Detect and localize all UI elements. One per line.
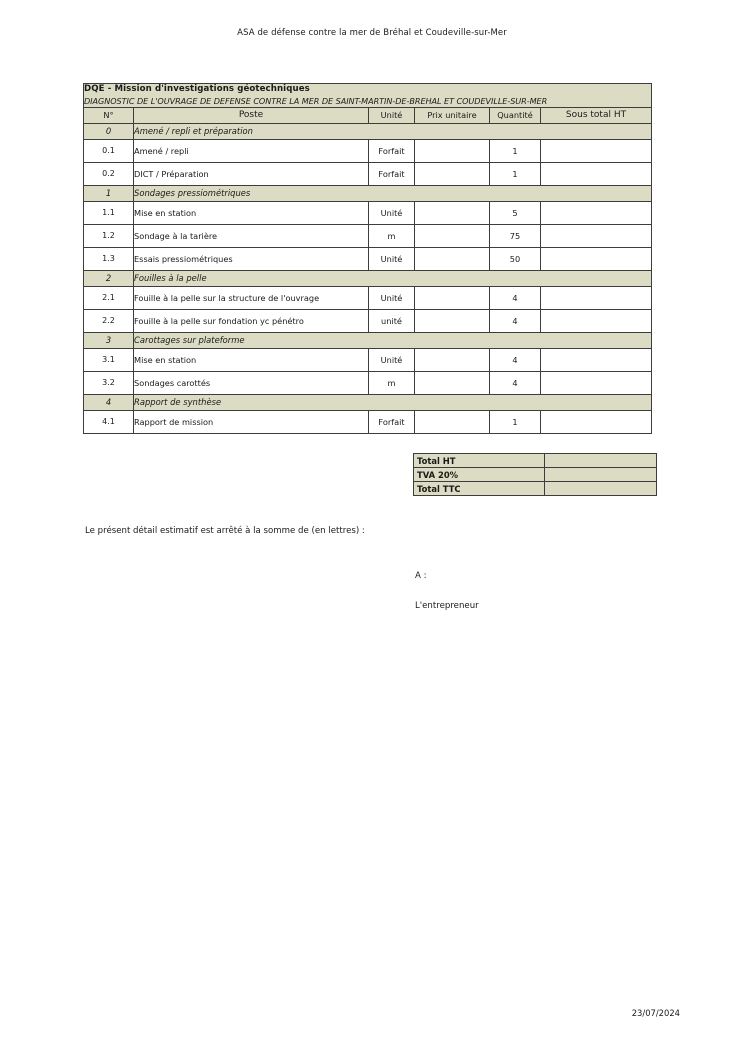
item-subtotal[interactable]	[541, 139, 652, 162]
table-row	[84, 224, 652, 247]
column-header-prix-unitaire: Prix unitaire	[415, 107, 490, 123]
item-label: Essais pressiométriques	[134, 247, 369, 270]
table-row	[84, 139, 652, 162]
estimate-table-body	[84, 84, 652, 434]
item-subtotal[interactable]	[541, 247, 652, 270]
item-number: 0.1	[84, 139, 134, 162]
item-label: Sondage à la tarière	[134, 224, 369, 247]
table-row	[84, 348, 652, 371]
section-label: Rapport de synthèse	[134, 394, 652, 410]
item-quantity: 1	[490, 139, 541, 162]
item-unit: Unité	[369, 201, 415, 224]
table-title: DQE - Mission d'investigations géotechniques	[84, 84, 310, 94]
item-unit: unité	[369, 309, 415, 332]
item-quantity: 4	[490, 371, 541, 394]
item-unit-price[interactable]	[415, 139, 490, 162]
section-label: Amené / repli et préparation	[134, 123, 652, 139]
item-label: Amené / repli	[134, 139, 369, 162]
item-label: DICT / Préparation	[134, 162, 369, 185]
column-header-num: N°	[84, 107, 134, 123]
item-label: Fouille à la pelle sur la structure de l'ouvrage	[134, 286, 369, 309]
column-header-poste: Poste	[134, 107, 369, 123]
section-row	[84, 185, 652, 201]
item-number: 1.2	[84, 224, 134, 247]
totals-row-total-ttc	[414, 482, 657, 496]
item-quantity: 4	[490, 309, 541, 332]
table-title-cell	[84, 84, 652, 108]
estimate-table	[83, 83, 652, 434]
item-number: 2.1	[84, 286, 134, 309]
totals-table	[413, 453, 657, 496]
section-label: Sondages pressiométriques	[134, 185, 652, 201]
item-label: Mise en station	[134, 348, 369, 371]
item-quantity: 4	[490, 286, 541, 309]
item-unit: Unité	[369, 247, 415, 270]
table-row	[84, 309, 652, 332]
item-subtotal[interactable]	[541, 410, 652, 433]
item-subtotal[interactable]	[541, 348, 652, 371]
item-unit: Forfait	[369, 410, 415, 433]
item-number: 2.2	[84, 309, 134, 332]
item-unit-price[interactable]	[415, 410, 490, 433]
place-label: A :	[415, 571, 427, 581]
table-row	[84, 247, 652, 270]
item-subtotal[interactable]	[541, 201, 652, 224]
item-label: Sondages carottés	[134, 371, 369, 394]
item-unit-price[interactable]	[415, 348, 490, 371]
item-unit-price[interactable]	[415, 371, 490, 394]
table-title-row	[84, 84, 652, 108]
column-header-unite: Unité	[369, 107, 415, 123]
item-number: 4.1	[84, 410, 134, 433]
item-quantity: 1	[490, 410, 541, 433]
section-row	[84, 123, 652, 139]
table-row	[84, 371, 652, 394]
section-number: 2	[84, 270, 134, 286]
item-unit-price[interactable]	[415, 224, 490, 247]
table-row	[84, 286, 652, 309]
section-number: 1	[84, 185, 134, 201]
total-ttc-value[interactable]	[545, 482, 657, 496]
item-unit: Unité	[369, 286, 415, 309]
section-number: 0	[84, 123, 134, 139]
item-unit: Forfait	[369, 162, 415, 185]
totals-table-body	[414, 454, 657, 496]
page-header-title: ASA de défense contre la mer de Bréhal et Coudeville-sur-Mer	[237, 28, 507, 38]
item-unit-price[interactable]	[415, 286, 490, 309]
table-row	[84, 162, 652, 185]
item-number: 3.1	[84, 348, 134, 371]
table-row	[84, 201, 652, 224]
item-subtotal[interactable]	[541, 162, 652, 185]
item-quantity: 4	[490, 348, 541, 371]
item-number: 1.3	[84, 247, 134, 270]
item-quantity: 75	[490, 224, 541, 247]
tva-value[interactable]	[545, 468, 657, 482]
item-unit: Forfait	[369, 139, 415, 162]
item-label: Rapport de mission	[134, 410, 369, 433]
item-unit: Unité	[369, 348, 415, 371]
total-ttc-label: Total TTC	[414, 482, 545, 496]
item-number: 0.2	[84, 162, 134, 185]
section-row	[84, 332, 652, 348]
totals-row-tva	[414, 468, 657, 482]
item-subtotal[interactable]	[541, 224, 652, 247]
table-row	[84, 410, 652, 433]
section-row	[84, 270, 652, 286]
section-number: 4	[84, 394, 134, 410]
item-subtotal[interactable]	[541, 286, 652, 309]
sum-in-words-statement: Le présent détail estimatif est arrêté à la somme de (en lettres) :	[85, 526, 365, 536]
item-quantity: 50	[490, 247, 541, 270]
column-header-quantite: Quantité	[490, 107, 541, 123]
item-unit-price[interactable]	[415, 309, 490, 332]
item-subtotal[interactable]	[541, 371, 652, 394]
item-unit-price[interactable]	[415, 162, 490, 185]
section-number: 3	[84, 332, 134, 348]
signer-label: L'entrepreneur	[415, 601, 479, 611]
table-column-header-row	[84, 107, 652, 123]
item-unit-price[interactable]	[415, 201, 490, 224]
item-number: 3.2	[84, 371, 134, 394]
item-quantity: 5	[490, 201, 541, 224]
item-number: 1.1	[84, 201, 134, 224]
item-unit-price[interactable]	[415, 247, 490, 270]
item-unit: m	[369, 371, 415, 394]
table-subtitle: DIAGNOSTIC DE L'OUVRAGE DE DEFENSE CONTRE LA MER DE SAINT-MARTIN-DE-BREHAL ET COUDEVILLE-SUR-MER	[84, 95, 548, 106]
document-date: 23/07/2024	[631, 1008, 680, 1018]
section-label: Fouilles à la pelle	[134, 270, 652, 286]
totals-row-total-ht	[414, 454, 657, 468]
total-ht-value[interactable]	[545, 454, 657, 468]
item-subtotal[interactable]	[541, 309, 652, 332]
item-label: Mise en station	[134, 201, 369, 224]
section-label: Carottages sur plateforme	[134, 332, 652, 348]
tva-label: TVA 20%	[414, 468, 545, 482]
item-label: Fouille à la pelle sur fondation yc pénétro	[134, 309, 369, 332]
column-header-sous-total: Sous total HT	[541, 107, 652, 123]
item-quantity: 1	[490, 162, 541, 185]
total-ht-label: Total HT	[414, 454, 545, 468]
section-row	[84, 394, 652, 410]
item-unit: m	[369, 224, 415, 247]
